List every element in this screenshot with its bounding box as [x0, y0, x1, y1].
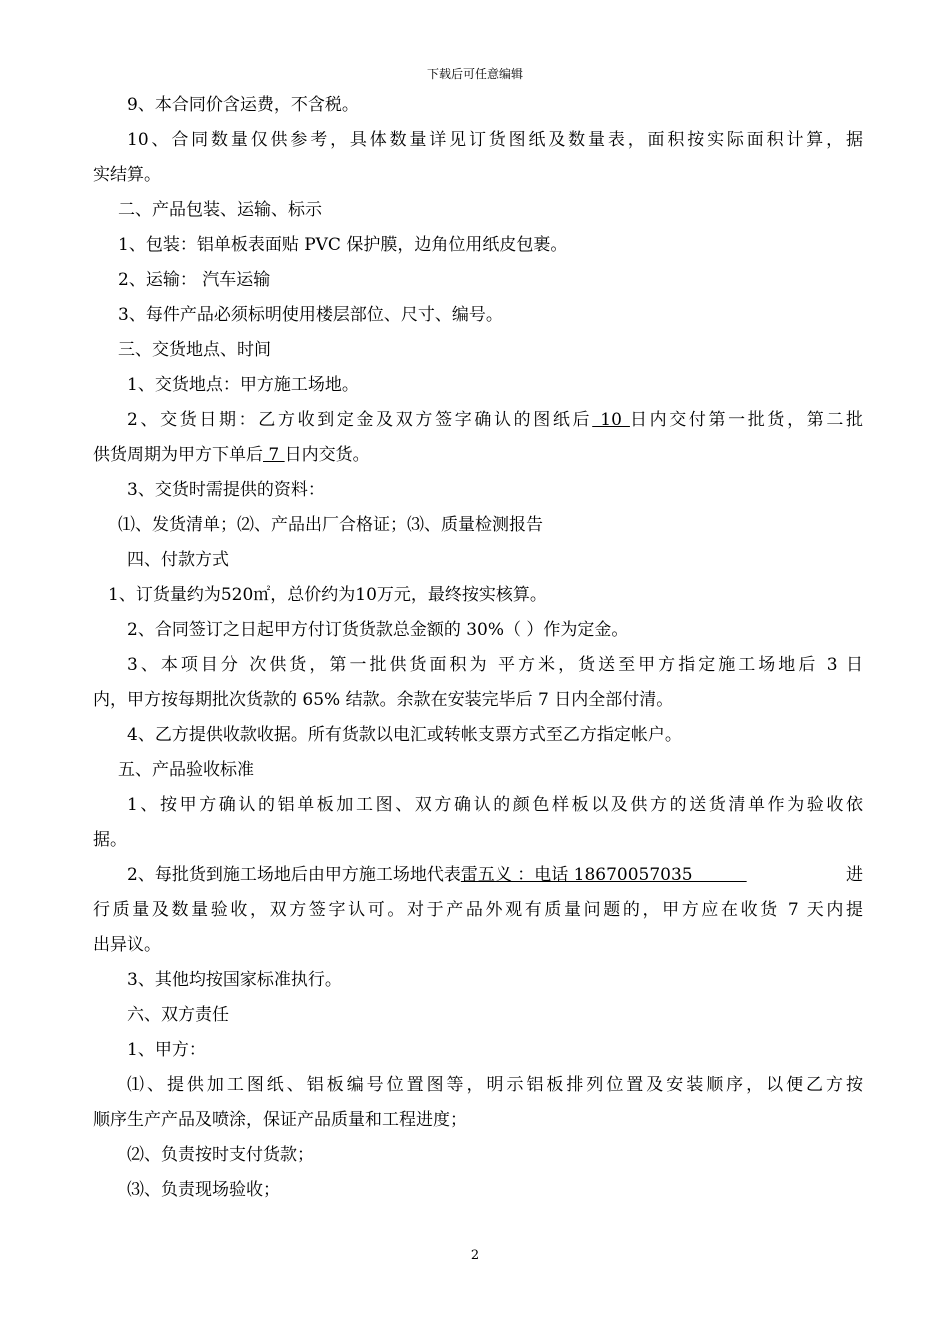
clause-text: 2、每批货到施工场地后由甲方施工场地代表: [127, 865, 461, 885]
clause-line: [93, 858, 863, 893]
clause-line: 4、乙方提供收款收据。所有货款以电汇或转帐支票方式至乙方指定帐户。: [127, 725, 682, 745]
clause-line: 2、运输： 汽车运输: [118, 270, 271, 290]
clause-line: 内，甲方按每期批次货款的 65% 结款。余款在安装完毕后 7 日内全部付清。: [93, 690, 674, 710]
clause-line: 1、交货地点：甲方施工场地。: [127, 375, 359, 395]
clause-text: 供货周期为甲方下单后: [93, 445, 263, 465]
clause-line: 据。: [93, 830, 127, 850]
clause-line: 1、订货量约为520㎡，总价约为10万元，最终按实核算。: [108, 585, 547, 605]
delivery-days-value: 10: [592, 410, 630, 430]
clause-text: 2、交货日期：乙方收到定金及双方签字确认的图纸后: [127, 410, 593, 430]
clause-line: [93, 403, 863, 438]
section-heading: 三、交货地点、时间: [118, 340, 271, 360]
clause-line: 10、合同数量仅供参考，具体数量详见订货图纸及数量表，面积按实际面积计算，据: [127, 130, 863, 150]
clause-line: ⑵、负责按时支付货款；: [127, 1145, 314, 1165]
clause-text: 日内交付第一批货，第二批: [629, 410, 863, 430]
section-heading: 六、双方责任: [127, 1005, 229, 1025]
section-heading: 二、产品包装、运输、标示: [118, 200, 322, 220]
clause-line: ⑶、负责现场验收；: [127, 1180, 280, 1200]
clause-line: 实结算。: [93, 165, 161, 185]
clause-line: 出异议。: [93, 935, 161, 955]
clause-line: 1、包装：铝单板表面贴 PVC 保护膜，边角位用纸皮包裹。: [118, 235, 568, 255]
clause-text: 进: [846, 865, 863, 885]
clause-line: 9、本合同价含运费，不含税。: [127, 95, 359, 115]
document-body: [93, 88, 863, 1208]
clause-text: 日内交货。: [284, 445, 370, 465]
clause-line: ⑴、提供加工图纸、铝板编号位置图等，明示铝板排列位置及安装顺序，以便乙方按: [127, 1075, 863, 1095]
clause-line: 行质量及数量验收，双方签字认可。对于产品外观有质量问题的，甲方应在收货 7 天内提: [93, 900, 863, 920]
clause-line: 顺序生产产品及喷涂，保证产品质量和工程进度；: [93, 1110, 467, 1130]
clause-line: 1、按甲方确认的铝单板加工图、双方确认的颜色样板以及供方的送货清单作为验收依: [127, 795, 863, 815]
clause-line: 2、合同签订之日起甲方付订货货款总金额的 30%（ ）作为定金。: [127, 620, 629, 640]
page-header: 下载后可任意编辑: [426, 67, 523, 81]
section-heading: 四、付款方式: [127, 550, 229, 570]
clause-line: ⑴、发货清单；⑵、产品出厂合格证；⑶、质量检测报告: [118, 515, 543, 535]
delivery-days-value: 7: [263, 445, 285, 465]
section-heading: 五、产品验收标准: [118, 760, 254, 780]
page-number: 2: [470, 1248, 480, 1263]
clause-line: 3、交货时需提供的资料：: [127, 480, 325, 500]
clause-line: [93, 438, 863, 473]
clause-line: 3、其他均按国家标准执行。: [127, 970, 342, 990]
clause-line: 3、本项目分 次供货，第一批供货面积为 平方米，货送至甲方指定施工场地后 3 日: [127, 655, 863, 675]
site-representative: 雷五义 ：电话 18670057035: [460, 865, 747, 885]
clause-line: 1、甲方：: [127, 1040, 206, 1060]
clause-line: 3、每件产品必须标明使用楼层部位、尺寸、编号。: [118, 305, 503, 325]
